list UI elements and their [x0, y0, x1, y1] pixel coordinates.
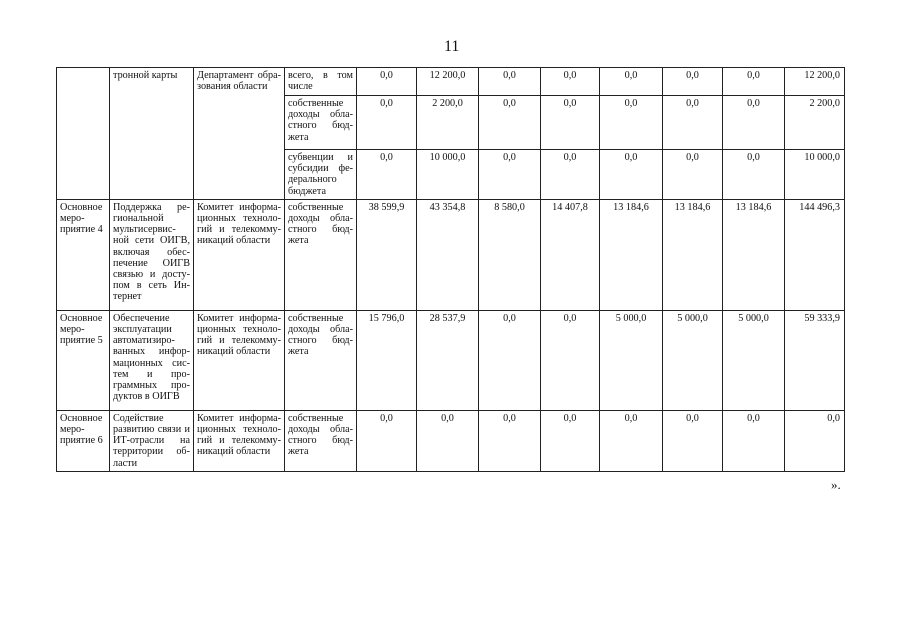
table-row [57, 310, 845, 410]
value-cell: 0,0 [541, 96, 600, 150]
total-value-cell: 10 000,0 [785, 150, 845, 200]
table-row [57, 199, 845, 310]
value-cell: 0,0 [600, 96, 663, 150]
value-cell: 0,0 [541, 410, 600, 471]
value-cell: 0,0 [357, 150, 417, 200]
total-value-cell: 2 200,0 [785, 96, 845, 150]
funding-source-cell: собственные доходы обла-стного бюд-жета [285, 199, 357, 310]
value-cell: 13 184,6 [663, 199, 723, 310]
value-cell: 0,0 [479, 410, 541, 471]
value-cell: 0,0 [417, 410, 479, 471]
value-cell: 2 200,0 [417, 96, 479, 150]
measure-cell: тронной карты [110, 68, 194, 200]
value-cell: 0,0 [663, 96, 723, 150]
value-cell: 0,0 [723, 68, 785, 96]
total-value-cell: 59 333,9 [785, 310, 845, 410]
value-cell: 0,0 [357, 410, 417, 471]
value-cell: 5 000,0 [663, 310, 723, 410]
value-cell: 0,0 [479, 310, 541, 410]
value-cell: 0,0 [723, 96, 785, 150]
value-cell: 12 200,0 [417, 68, 479, 96]
measure-cell: Содействие развитию связи и ИТ-отрасли на территории об-ласти [110, 410, 194, 471]
executor-cell: Департамент обра-зования области [194, 68, 285, 200]
value-cell: 5 000,0 [723, 310, 785, 410]
value-cell: 13 184,6 [723, 199, 785, 310]
funding-source-cell: собственные доходы обла-стного бюд-жета [285, 310, 357, 410]
value-cell: 0,0 [600, 150, 663, 200]
value-cell: 0,0 [479, 150, 541, 200]
value-cell: 38 599,9 [357, 199, 417, 310]
end-mark: ». [831, 477, 841, 492]
funding-source-cell: собственные доходы обла-стного бюд-жета [285, 410, 357, 471]
total-value-cell: 0,0 [785, 410, 845, 471]
executor-cell: Комитет информа-ционных техноло-гий и телекомму-никаций области [194, 199, 285, 310]
page-number: 11 [444, 38, 460, 55]
value-cell: 0,0 [357, 68, 417, 96]
value-cell: 0,0 [663, 150, 723, 200]
value-cell: 8 580,0 [479, 199, 541, 310]
total-value-cell: 144 496,3 [785, 199, 845, 310]
value-cell: 5 000,0 [600, 310, 663, 410]
value-cell: 0,0 [541, 150, 600, 200]
value-cell: 0,0 [600, 68, 663, 96]
event-cell: Основное меро-приятие 5 [57, 310, 110, 410]
value-cell: 0,0 [663, 68, 723, 96]
measure-cell: Обеспечение эксплуатации автоматизиро-ванных инфор-мационных сис-тем и про-граммных про-дуктов в ОИГВ [110, 310, 194, 410]
value-cell: 0,0 [541, 68, 600, 96]
value-cell: 0,0 [723, 410, 785, 471]
measure-cell: Поддержка ре-гиональной мультисервис-ной сети ОИГВ, включая обес-печение ОИГВ связью и досту-пом в сеть Ин-тернет [110, 199, 194, 310]
value-cell: 14 407,8 [541, 199, 600, 310]
value-cell: 0,0 [357, 96, 417, 150]
value-cell: 13 184,6 [600, 199, 663, 310]
funding-source-cell: собственные доходы обла-стного бюд-жета [285, 96, 357, 150]
event-cell [57, 68, 110, 200]
table-row [57, 410, 845, 471]
value-cell: 0,0 [723, 150, 785, 200]
table-row [57, 68, 845, 96]
event-cell: Основное меро-приятие 4 [57, 199, 110, 310]
value-cell: 0,0 [600, 410, 663, 471]
value-cell: 15 796,0 [357, 310, 417, 410]
event-cell: Основное меро-приятие 6 [57, 410, 110, 471]
executor-cell: Комитет информа-ционных техноло-гий и телекомму-никаций области [194, 410, 285, 471]
value-cell: 43 354,8 [417, 199, 479, 310]
value-cell: 28 537,9 [417, 310, 479, 410]
value-cell: 0,0 [479, 68, 541, 96]
executor-cell: Комитет информа-ционных техноло-гий и телекомму-никаций области [194, 310, 285, 410]
value-cell: 0,0 [663, 410, 723, 471]
funding-source-cell: субвенции и субсидии фе-дерального бюджета [285, 150, 357, 200]
value-cell: 0,0 [541, 310, 600, 410]
budget-table [56, 67, 845, 472]
value-cell: 0,0 [479, 96, 541, 150]
total-value-cell: 12 200,0 [785, 68, 845, 96]
value-cell: 10 000,0 [417, 150, 479, 200]
funding-source-cell: всего, в том числе [285, 68, 357, 96]
